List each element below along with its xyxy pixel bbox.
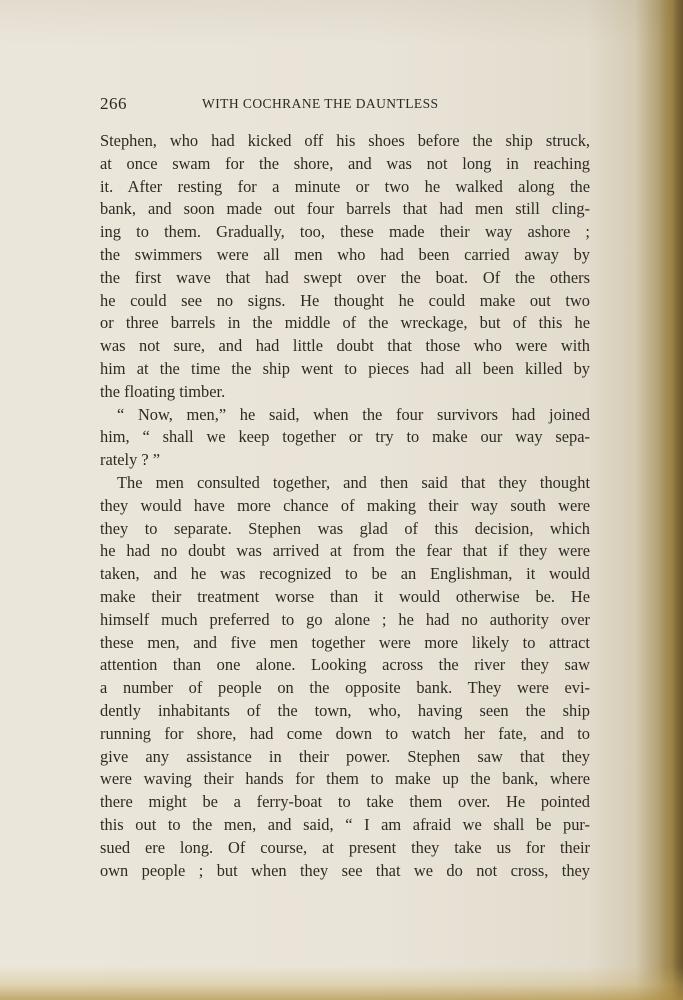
text-line: he could see no signs. He thought he could make out two [100,290,590,310]
text-line: Stephen, who had kicked off his shoes before the ship struck, [100,131,590,150]
text-line: or three barrels in the middle of the wreckage, but of this he [100,313,590,333]
running-head: WITH COCHRANE THE DAUNTLESS [202,96,439,111]
text-line: running for shore, had come down to watch her fate, and to [100,723,590,743]
text-line: make their treatment worse than it would otherwise be. He [100,586,590,606]
text-line: ing to them. Gradually, too, these made their way ashore ; [100,222,590,242]
bottom-page-edge [0,966,683,1000]
text-line: himself much preferred to go alone ; he had no authority over [100,609,590,629]
text-line: him, “ shall we keep together or try to make our way sepa- [100,427,590,447]
text-line: taken, and he was recognized to be an Englishman, it would [100,564,590,584]
text-line: this out to the men, and said, “ I am afraid we shall be pur- [100,814,590,834]
text-line: him at the time the ship went to pieces had all been killed by [100,358,590,378]
page-number: 266 [100,94,127,113]
text-line: bank, and soon made out four barrels that had men still cling- [100,199,590,219]
page-header [100,94,590,114]
text-line: own people ; but when they see that we do not cross, they [100,860,590,880]
text-line: they would have more chance of making their way south were [100,495,590,515]
text-line: he had no doubt was arrived at from the fear that if they were [100,541,590,561]
text-line: the swimmers were all men who had been carried away by [100,244,590,264]
text-line: these men, and five men together were more likely to attract [100,632,590,652]
paragraph-start-line: “ Now, men,” he said, when the four survivors had joined [117,404,590,424]
text-line: sued ere long. Of course, at present they take us for their [100,837,590,857]
paragraph-end-line: the floating timber. [100,381,226,401]
text-line: dently inhabitants of the town, who, having seen the ship [100,700,590,720]
top-page-shadow [0,0,683,45]
text-line: there might be a ferry-boat to take them over. He pointed [100,792,590,812]
page-body [100,130,590,882]
paragraph-end-line: rately ? ” [100,450,161,470]
text-line: give any assistance in their power. Stephen saw that they [100,746,590,766]
text-line: the first wave that had swept over the boat. Of the others [100,267,590,287]
text-line: attention than one alone. Looking across the river they saw [100,655,590,675]
text-line: was not sure, and had little doubt that those who were with [100,336,590,356]
text-line: at once swam for the shore, and was not long in reaching [100,153,590,173]
text-line: a number of people on the opposite bank. They were evi- [100,678,590,698]
right-page-edge [659,0,683,1000]
text-line: it. After resting for a minute or two he walked along the [100,176,590,196]
text-line: were waving their hands for them to make up the bank, where [100,769,590,789]
paragraph-start-line: The men consulted together, and then said that they thought [117,472,590,492]
text-line: they to separate. Stephen was glad of this decision, which [100,518,590,538]
